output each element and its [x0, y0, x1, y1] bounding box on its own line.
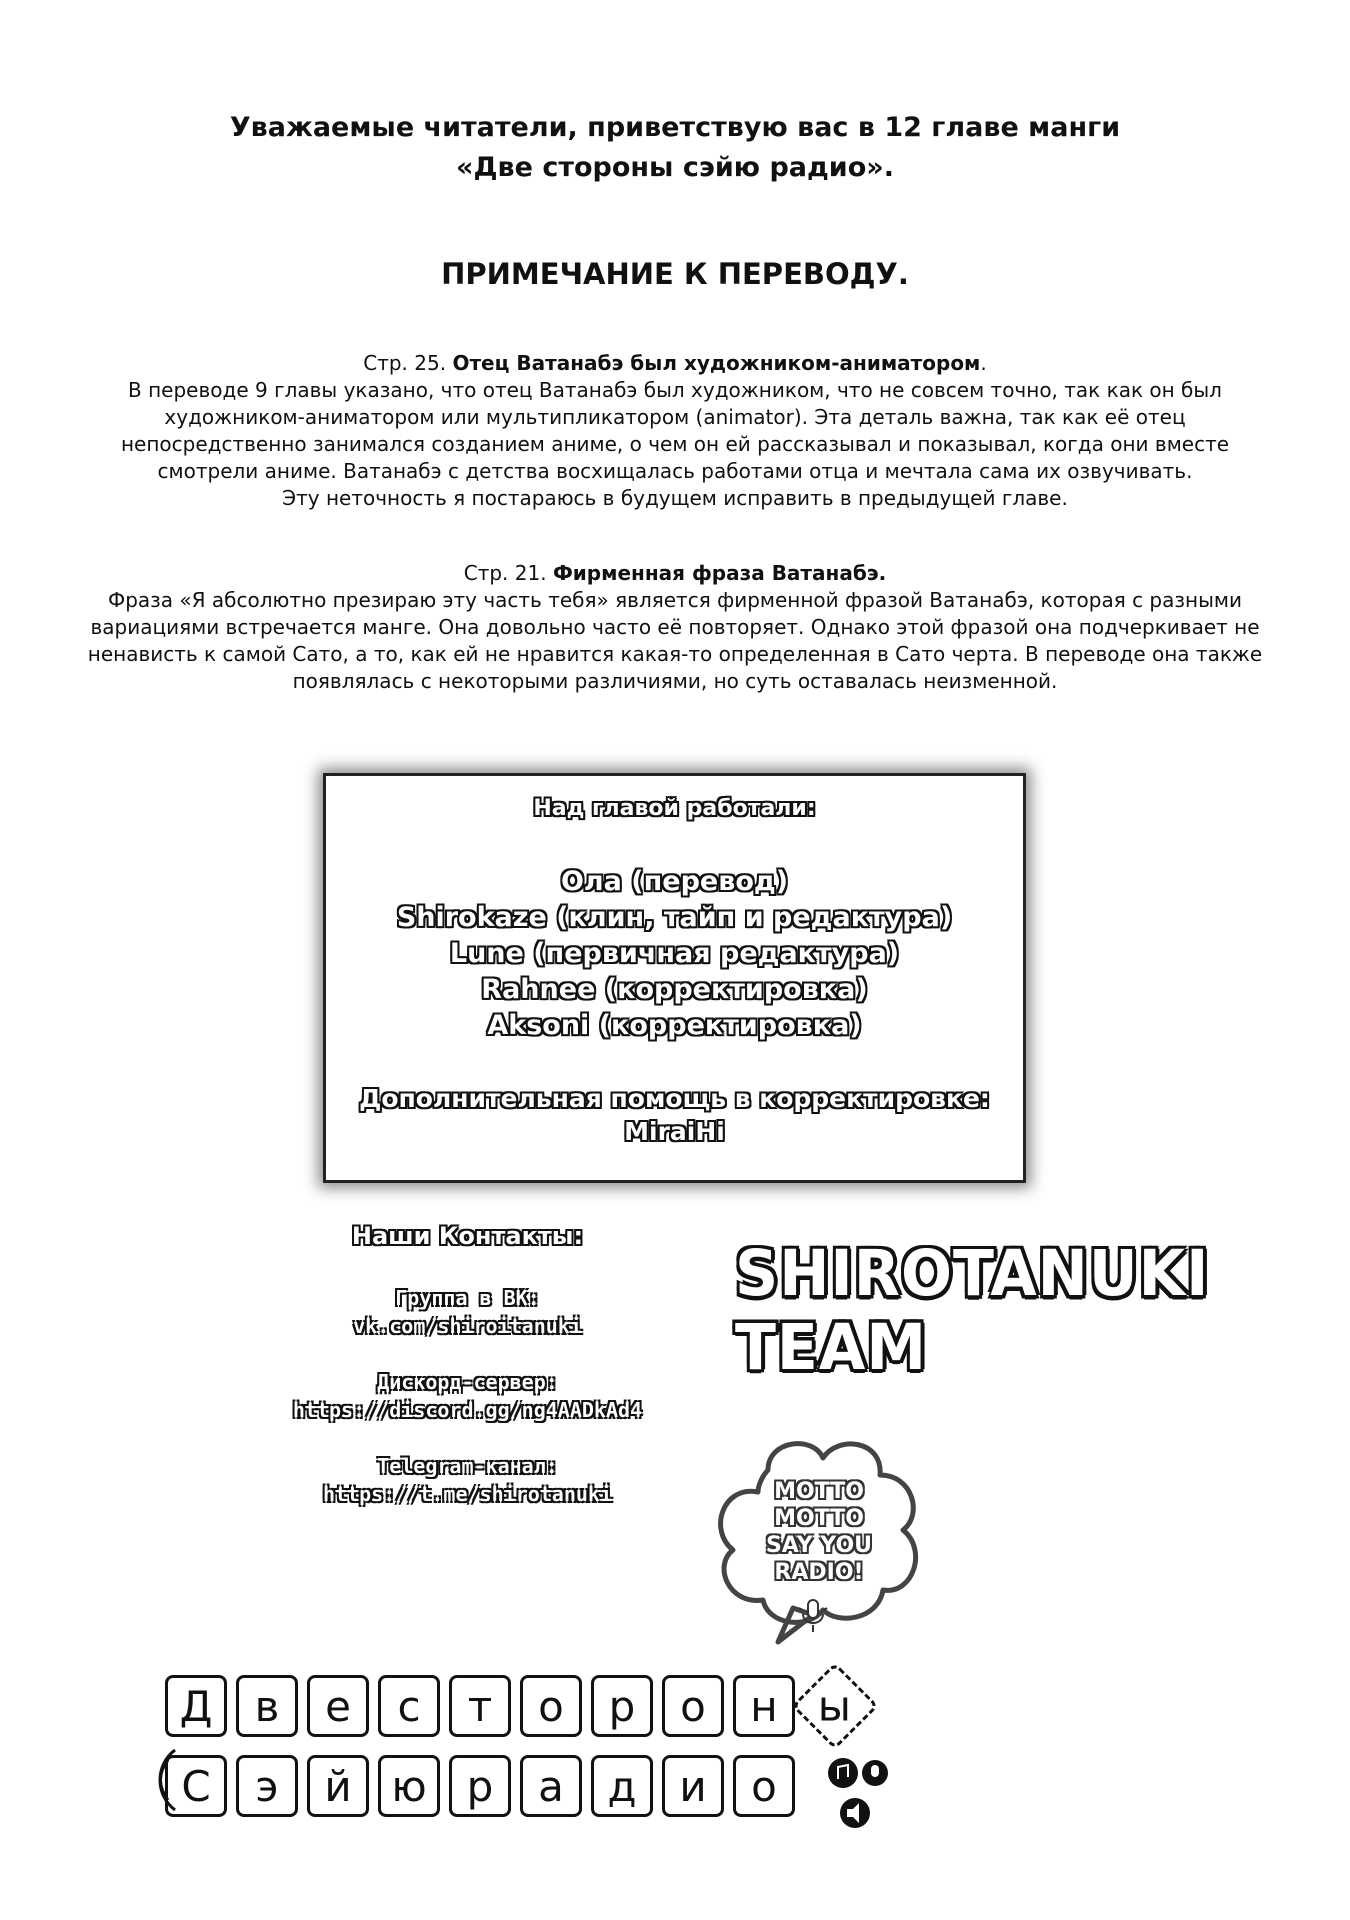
contact-label: Группа в ВК: — [395, 1286, 540, 1310]
note-1-line: художником-аниматором или мультипликатором (animator). Эта деталь важна, так как её отец — [164, 405, 1186, 429]
cloud-line: RADIO! — [774, 1560, 864, 1585]
title-letter-tile: й — [307, 1755, 369, 1817]
note-2-page: Стр. 21. — [463, 561, 547, 585]
contact-discord — [240, 1368, 695, 1424]
team-logo: SHIROTANUKI TEAM — [735, 1237, 1210, 1385]
title-letter-tile: о — [662, 1675, 724, 1737]
greeting-line-1: Уважаемые читатели, приветствую вас в 12 главе манги — [229, 112, 1121, 143]
note-2-line: ненависть к самой Сато, а то, как ей не нравится какая-то определенная в Сато черта. В переводе она также — [87, 642, 1263, 666]
title-letter-tile: ю — [378, 1755, 440, 1817]
credit-member: Lune (первичная редактура) — [449, 938, 900, 969]
title-letter-tile: с — [378, 1675, 440, 1737]
credit-member: Rahnee (корректировка) — [481, 974, 868, 1005]
contact-telegram — [240, 1452, 695, 1508]
extra-help-heading: Дополнительная помощь в корректировке: — [359, 1084, 990, 1113]
title-letter-tile: о — [733, 1755, 795, 1817]
title-letter-tile: д — [591, 1755, 653, 1817]
title-letter-tile: в — [236, 1675, 298, 1737]
note-2-line: вариациями встречается манге. Она довольно часто её повторяет. Однако этой фразой она подчеркивает не — [90, 615, 1260, 639]
title-letter-tile: о — [520, 1675, 582, 1737]
note-1-line: смотрели аниме. Ватанабэ с детства восхищалась работами отца и мечтала сама их озвучивать. — [157, 459, 1193, 483]
title-logo-row-1 — [165, 1675, 875, 1737]
title-letter-tile: н — [733, 1675, 795, 1737]
greeting-line-2: «Две стороны сэйю радио». — [456, 152, 894, 183]
note-1-heading-end: . — [980, 351, 987, 375]
title-letter-tile — [791, 1662, 879, 1750]
note-1-line: Эту неточность я постараюсь в будущем исправить в предыдущей главе. — [282, 486, 1068, 510]
title-letter-tile: С — [165, 1755, 227, 1817]
note-2-heading: Фирменная фраза Ватанабэ. — [552, 561, 887, 585]
credits-heading: Над главой работали: — [533, 796, 816, 821]
credits-list — [326, 864, 1023, 1044]
greeting — [0, 108, 1350, 188]
note-2 — [0, 560, 1350, 695]
contacts — [240, 1222, 695, 1536]
note-1-line: непосредственно занимался созданием аниме, о чем он ей рассказывал и показывал, когда они вместе — [120, 432, 1230, 456]
note-1-page: Стр. 25. — [363, 351, 447, 375]
note-1-header — [0, 350, 1350, 377]
note-1 — [0, 350, 1350, 512]
title-letter: ы — [817, 1681, 851, 1731]
cloud-line: MOTTO — [774, 1506, 864, 1531]
credit-member: Shirokaze (клин, тайп и редактура) — [396, 902, 953, 933]
contact-label: Дискорд-сервер: — [377, 1370, 558, 1394]
credit-member: Ола (перевод) — [560, 866, 789, 897]
title-letter-tile: Д — [165, 1675, 227, 1737]
title-letter-tile: р — [449, 1755, 511, 1817]
music-icons — [825, 1755, 895, 1835]
note-1-line: В переводе 9 главы указано, что отец Ватанабэ был художником, что не совсем точно, так как он был — [128, 378, 1222, 402]
title-letter-tile: е — [307, 1675, 369, 1737]
cloud-text-top — [708, 1478, 930, 1532]
title-letter-tile: а — [520, 1755, 582, 1817]
notes-title: ПРИМЕЧАНИЕ К ПЕРЕВОДУ. — [441, 257, 909, 291]
title-letter-tile: р — [591, 1675, 653, 1737]
extra-help-name: MiraiHi — [624, 1117, 725, 1146]
contact-link[interactable]: vk.com/shiroitanuki — [353, 1314, 582, 1338]
credit-member: Aksoni (корректировка) — [487, 1010, 862, 1041]
title-letter-tile: т — [449, 1675, 511, 1737]
title-letter-tile: э — [236, 1755, 298, 1817]
note-2-line: Фраза «Я абсолютно презираю эту часть тебя» является фирменной фразой Ватанабэ, которая с разными — [108, 588, 1242, 612]
title-logo-row-2 — [165, 1755, 804, 1817]
microphone-icon — [798, 1598, 828, 1634]
cloud-line: SAY YOU — [765, 1533, 873, 1558]
contacts-title: Наши Контакты: — [351, 1222, 584, 1250]
cloud-line: MOTTO — [774, 1479, 864, 1504]
cloud-text-bottom — [708, 1532, 930, 1586]
credits-box — [323, 773, 1026, 1183]
contact-label: Telegram-канал: — [377, 1454, 558, 1478]
note-2-line: появлялась с некоторыми различиями, но суть оставалась неизменной. — [292, 669, 1058, 693]
contact-vk — [240, 1284, 695, 1340]
title-letter-tile: и — [662, 1755, 724, 1817]
note-2-header — [0, 560, 1350, 587]
sound-wave-icon — [150, 1745, 180, 1815]
contact-link[interactable]: https://t.me/shirotanuki — [323, 1482, 612, 1506]
note-1-heading: Отец Ватанабэ был художником-аниматором — [452, 351, 981, 375]
contact-link[interactable]: https://discord.gg/ng4AADkAd4 — [292, 1398, 643, 1422]
